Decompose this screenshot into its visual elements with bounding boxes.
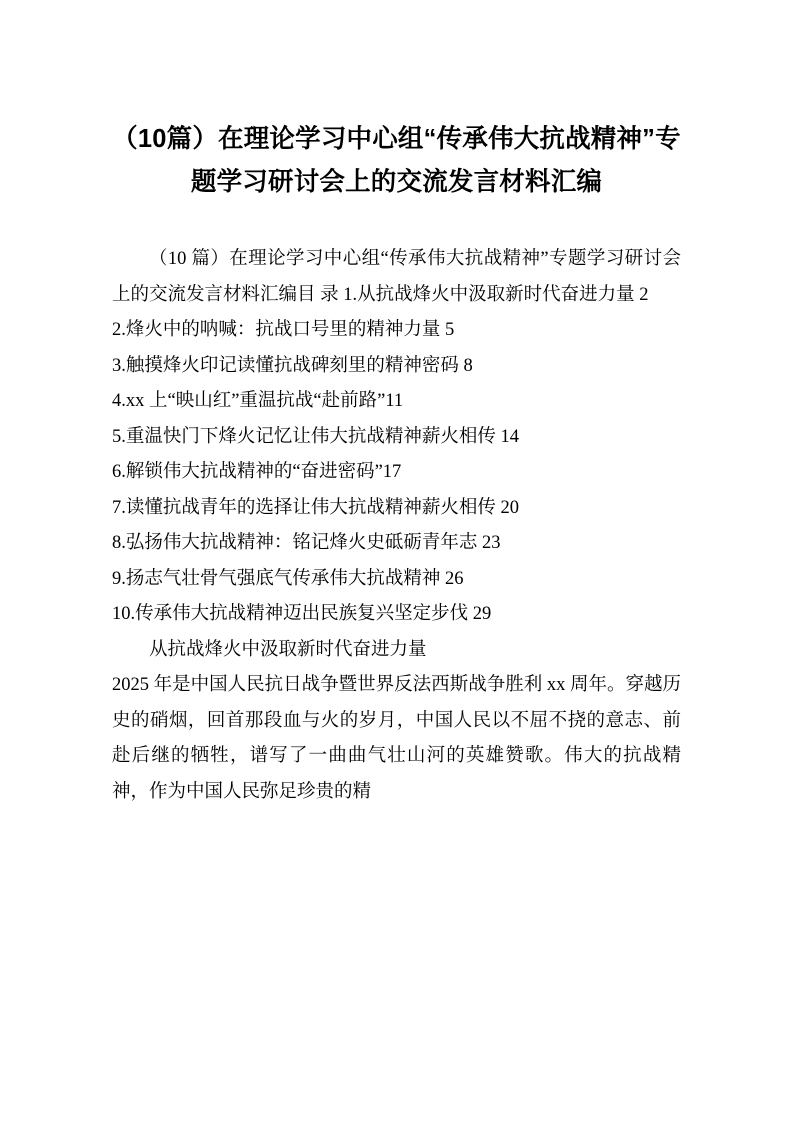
document-body — [112, 242, 681, 810]
toc-item: 7.读懂抗战青年的选择让伟大抗战精神薪火相传 20 — [112, 497, 520, 518]
body-paragraph: 2025 年是中国人民抗日战争暨世界反法西斯战争胜利 xx 周年。穿越历史的硝烟，回首那段血与火的岁月，中国人民以不屈不挠的意志、前赴后继的牺牲，谱写了一曲曲气壮山河的英雄赞歌。伟大的抗战精神，作为中国人民弥足珍贵的精 — [112, 675, 681, 802]
toc-item: 2.烽火中的呐喊：抗战口号里的精神力量 5 — [112, 320, 455, 340]
toc-item: 3.触摸烽火印记读懂抗战碑刻里的精神密码 8 — [112, 355, 473, 376]
page-title: （10篇）在理论学习中心组“传承伟大抗战精神”专题学习研讨会上的交流发言材料汇编 — [112, 125, 681, 196]
toc-item: 10.传承伟大抗战精神迈出民族复兴坚定步伐 29 — [112, 604, 492, 624]
section-heading: 从抗战烽火中汲取新时代奋进力量 — [149, 639, 427, 660]
toc-intro: （10 篇）在理论学习中心组“传承伟大抗战精神”专题学习研讨会上的交流发言材料汇编目 录 1.从抗战烽火中汲取新时代奋进力量 2 — [112, 249, 681, 305]
toc-item: 4.xx 上“映山红”重温抗战“赴前路”11 — [112, 391, 404, 411]
toc-item: 5.重温快门下烽火记忆让伟大抗战精神薪火相传 14 — [112, 426, 520, 447]
toc-item: 8.弘扬伟大抗战精神：铭记烽火史砥砺青年志 23 — [112, 533, 501, 553]
toc-item: 9.扬志气壮骨气强底气传承伟大抗战精神 26 — [112, 568, 464, 589]
toc-item: 6.解锁伟大抗战精神的“奋进密码”17 — [112, 462, 402, 482]
